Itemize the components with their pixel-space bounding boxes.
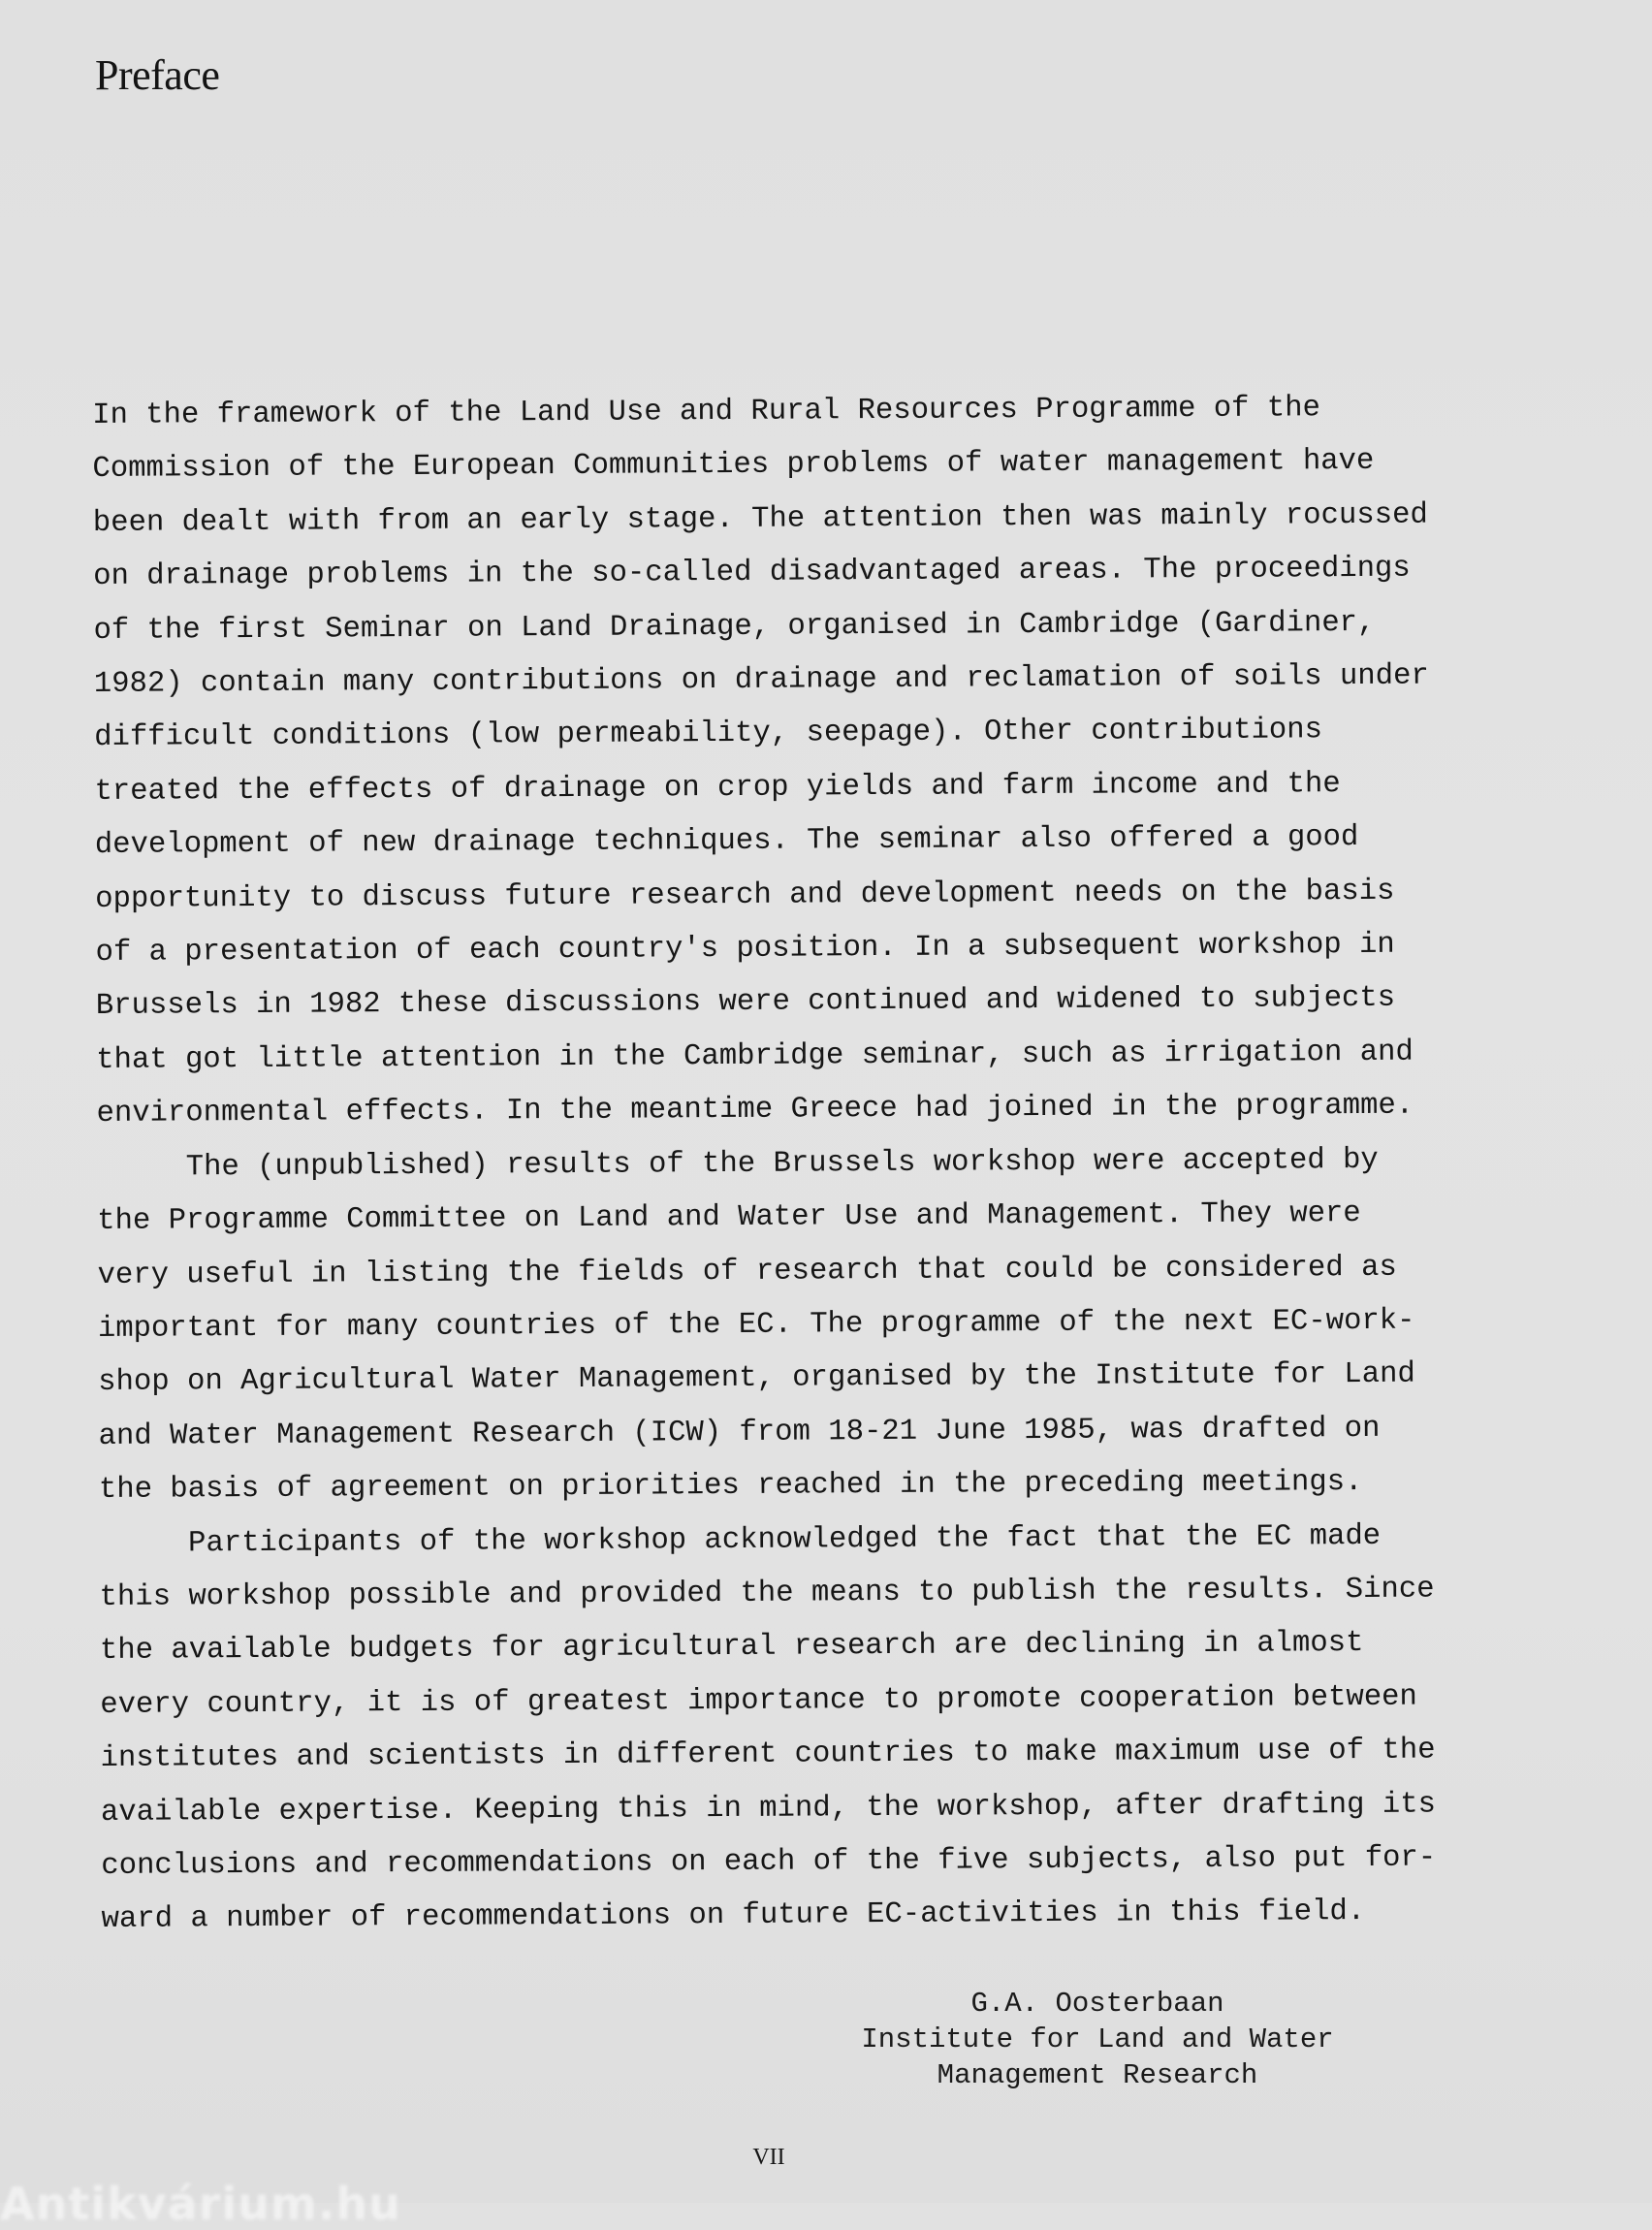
text-line: difficult conditions (low permeability, seepage). Other contributions bbox=[94, 714, 1323, 755]
text-line: on drainage problems in the so-called disadvantaged areas. The proceedings bbox=[93, 552, 1411, 594]
text-line: Brussels in 1982 these discussions were continued and widened to subjects bbox=[95, 982, 1396, 1024]
text-line: the basis of agreement on priorities reached in the preceding meetings. bbox=[98, 1466, 1363, 1508]
text-line: important for many countries of the EC. The programme of the next EC-work- bbox=[97, 1304, 1415, 1346]
text-line: very useful in listing the fields of research that could be considered as bbox=[97, 1251, 1397, 1292]
text-line: Commission of the European Communities problems of water management have bbox=[92, 445, 1375, 487]
text-line: the Programme Committee on Land and Water Use and Management. They were bbox=[97, 1197, 1361, 1239]
text-line: conclusions and recommendations on each of the five subjects, also put for- bbox=[101, 1841, 1437, 1883]
text-line: of a presentation of each country's position. In a subsequent workshop in bbox=[95, 928, 1395, 971]
author-name: G.A. Oosterbaan bbox=[970, 1988, 1224, 2020]
text-line: available expertise. Keeping this in mind, the workshop, after drafting its bbox=[100, 1788, 1436, 1830]
paragraph-2 bbox=[97, 1133, 1476, 1518]
author-affiliation: Management Research bbox=[937, 2059, 1258, 2091]
text-line: that got little attention in the Cambridge seminar, such as irrigation and bbox=[96, 1035, 1414, 1077]
text-line: treated the effects of drainage on crop yields and farm income and the bbox=[94, 767, 1341, 809]
paragraph-1 bbox=[92, 381, 1474, 1141]
text-line: been dealt with from an early stage. The attention then was mainly rocussed bbox=[92, 498, 1428, 540]
text-line: The (unpublished) results of the Brussels workshop were accepted by bbox=[96, 1143, 1379, 1185]
text-line: ward a number of recommendations on future EC-activities in this field. bbox=[101, 1896, 1366, 1937]
text-line: and Water Management Research (ICW) from 18-21 June 1985, was drafted on bbox=[98, 1412, 1381, 1453]
text-line: of the first Seminar on Land Drainage, organised in Cambridge (Gardiner, bbox=[93, 606, 1376, 648]
paragraph-3 bbox=[99, 1510, 1478, 1948]
text-line: 1982) contain many contributions on drainage and reclamation of soils under bbox=[93, 659, 1429, 702]
text-line: every country, it is of greatest importance to promote cooperation between bbox=[100, 1680, 1417, 1722]
text-line: the available budgets for agricultural research are declining in almost bbox=[99, 1627, 1364, 1669]
text-line: In the framework of the Land Use and Rural Resources Programme of the bbox=[92, 392, 1321, 432]
text-line: environmental effects. In the meantime Greece had joined in the programme. bbox=[96, 1089, 1414, 1131]
text-line: shop on Agricultural Water Management, organised by the Institute for Land bbox=[98, 1357, 1415, 1400]
author-affiliation: Institute for Land and Water bbox=[861, 2023, 1334, 2055]
text-line: opportunity to discuss future research and development needs on the basis bbox=[95, 875, 1395, 916]
signature-block bbox=[836, 1986, 1359, 2093]
text-line: Participants of the workshop acknowledged the fact that the EC made bbox=[99, 1519, 1382, 1561]
preface-body bbox=[92, 381, 1478, 1947]
text-line: institutes and scientists in different countries to make maximum use of the bbox=[100, 1734, 1436, 1776]
text-line: development of new drainage techniques. The seminar also offered a good bbox=[94, 821, 1359, 863]
text-line: this workshop possible and provided the means to publish the results. Since bbox=[99, 1573, 1435, 1614]
page-number: VII bbox=[752, 2145, 785, 2170]
page-title: Preface bbox=[95, 51, 220, 99]
watermark: Antikvárium.hu bbox=[0, 2178, 401, 2230]
